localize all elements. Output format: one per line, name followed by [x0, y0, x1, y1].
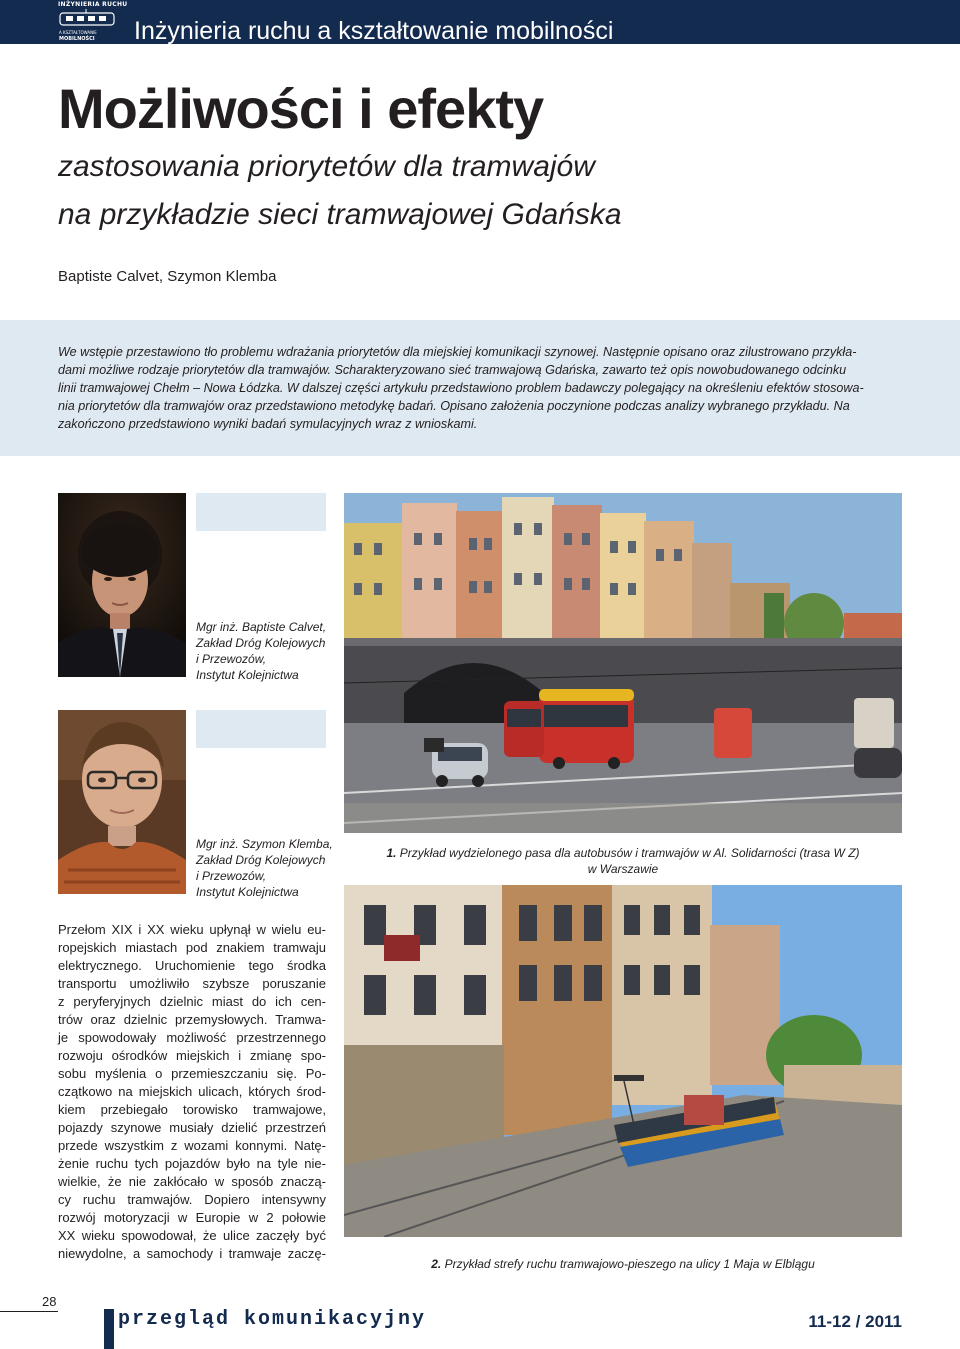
- figure-1-photo: [344, 493, 902, 833]
- page-number: 28: [42, 1294, 57, 1309]
- article-title: Możliwości i efekty: [58, 77, 544, 140]
- figure-1-caption: [344, 846, 902, 860]
- bio-accent-strip: [196, 710, 326, 748]
- author-bio-line: Instytut Kolejnictwa: [196, 885, 299, 899]
- body-text-line: z peryferyjnych dzielnic miast do ich cen-: [58, 994, 326, 1009]
- tram-logo-icon: [58, 9, 118, 29]
- body-text-line: kiem przebiegało torowisko tramwajowe,: [58, 1102, 326, 1117]
- logo-text-mid: A KSZTAŁTOWANIE: [59, 30, 97, 35]
- body-text-line: przede wszystkim z wozami konnymi. Natę-: [58, 1138, 326, 1153]
- body-text-line: Przełom XIX i XX wieku upłynął w wielu eu-: [58, 922, 326, 937]
- body-text-line: trów oraz dzielnic przemysłowych. Tramwa-: [58, 1012, 326, 1027]
- body-text-line: czątkowo na miejskich ulicach, których środ-: [58, 1084, 326, 1099]
- bio-accent-strip: [196, 493, 326, 531]
- figure-1-caption-text: Przykład wydzielonego pasa dla autobusów i tramwajów w Al. Solidarności (trasa W Z): [396, 846, 860, 860]
- body-text-line: niewydolne, a samochody i tramwaje zaczę-: [58, 1246, 326, 1261]
- article-authors: Baptiste Calvet, Szymon Klemba: [58, 268, 277, 285]
- author-bio-line: Instytut Kolejnictwa: [196, 668, 299, 682]
- author-bio-line: Mgr inż. Baptiste Calvet,: [196, 620, 327, 634]
- body-text-line: je spowodowały możliwość przestrzennego: [58, 1030, 326, 1045]
- author-photo-klemba: [58, 710, 186, 894]
- logo-text-bottom: MOBILNOŚCI: [59, 36, 95, 42]
- figure-2-number: 2.: [431, 1257, 442, 1271]
- figure-1-caption-line2: w Warszawie: [587, 862, 659, 876]
- author-photo-calvet: [58, 493, 186, 677]
- body-text-line: cy ruchu tramwajów. Dopiero intensywny: [58, 1192, 326, 1207]
- footer-rule: [0, 1311, 58, 1312]
- article-subtitle-line: na przykładzie sieci tramwajowej Gdańska: [58, 198, 622, 231]
- figure-2-caption-text: Przykład strefy ruchu tramwajowo-pieszego na ulicy 1 Maja w Elblągu: [441, 1257, 815, 1271]
- body-text-line: rozwój motoryzacji w Europie w 2 połowie: [58, 1210, 326, 1225]
- series-title: Inżynieria ruchu a kształtowanie mobilności: [134, 17, 614, 45]
- figure-2-photo: [344, 885, 902, 1237]
- body-text-line: elektrycznego. Uruchomienie tego środka: [58, 958, 326, 973]
- body-text-line: transportu umożliwiło szybsze poruszanie: [58, 976, 326, 991]
- body-text-line: sobu myślenia o przemieszczaniu się. Po-: [58, 1066, 326, 1081]
- body-text-line: wielkie, że nie zakłócało w sposób znaczą-: [58, 1174, 326, 1189]
- header-band: [0, 0, 960, 44]
- body-text-line: XX wieku spowodował, że ulice zaczęły być: [58, 1228, 326, 1243]
- abstract-line: linii tramwajowej Chełm – Nowa Łódzka. W dalszej części artykułu przedstawiono problem badawczy polegający na określeniu efektów stosowa-: [58, 381, 864, 395]
- abstract-line: dami możliwe rodzaje priorytetów dla tramwajów. Scharakteryzowano sieć tramwajową Gdańska, zawarto też opis nowobudowanego odcinku: [58, 363, 847, 377]
- journal-section-logo: [56, 0, 126, 44]
- author-bio-line: Zakład Dróg Kolejowych: [196, 853, 326, 867]
- issue-number: 11-12 / 2011: [808, 1312, 902, 1331]
- author-bio-line: Zakład Dróg Kolejowych: [196, 636, 326, 650]
- body-text-line: żenie ruchu tych pojazdów było na tyle nie-: [58, 1156, 326, 1171]
- abstract-line: We wstępie przestawiono tło problemu wdrażania priorytetów dla miejskiej komunikacji szynowej. Następnie opisano oraz zilustrowano przykła-: [58, 345, 857, 359]
- abstract-box: [0, 320, 960, 456]
- body-text-line: rozwoju ośrodków miejskich i zmianę spo-: [58, 1048, 326, 1063]
- author-bio-line: i Przewozów,: [196, 869, 267, 883]
- author-bio-line: Mgr inż. Szymon Klemba,: [196, 837, 333, 851]
- figure-1-number: 1.: [386, 846, 397, 860]
- abstract-line: zakończono przedstawiono wyniki badań symulacyjnych wraz z wnioskami.: [58, 417, 478, 431]
- figure-2-caption: [344, 1257, 902, 1271]
- abstract-line: nia priorytetów dla tramwajów oraz przedstawiono metodykę badań. Opisano założenia poczynione podczas analizy wybranego przykładu. Na: [58, 399, 850, 413]
- article-subtitle-line: zastosowania priorytetów dla tramwajów: [58, 150, 595, 183]
- author-bio-line: i Przewozów,: [196, 652, 267, 666]
- logo-text-top: INŻYNIERIA RUCHU: [58, 1, 128, 8]
- journal-accent-bar: [104, 1309, 114, 1349]
- body-text-line: ropejskich miastach pod znakiem tramwaju: [58, 940, 326, 955]
- journal-name: przegląd komunikacyjny: [118, 1308, 427, 1331]
- body-text-line: pojazdy szynowe musiały dzielić przestrzeń: [58, 1120, 326, 1135]
